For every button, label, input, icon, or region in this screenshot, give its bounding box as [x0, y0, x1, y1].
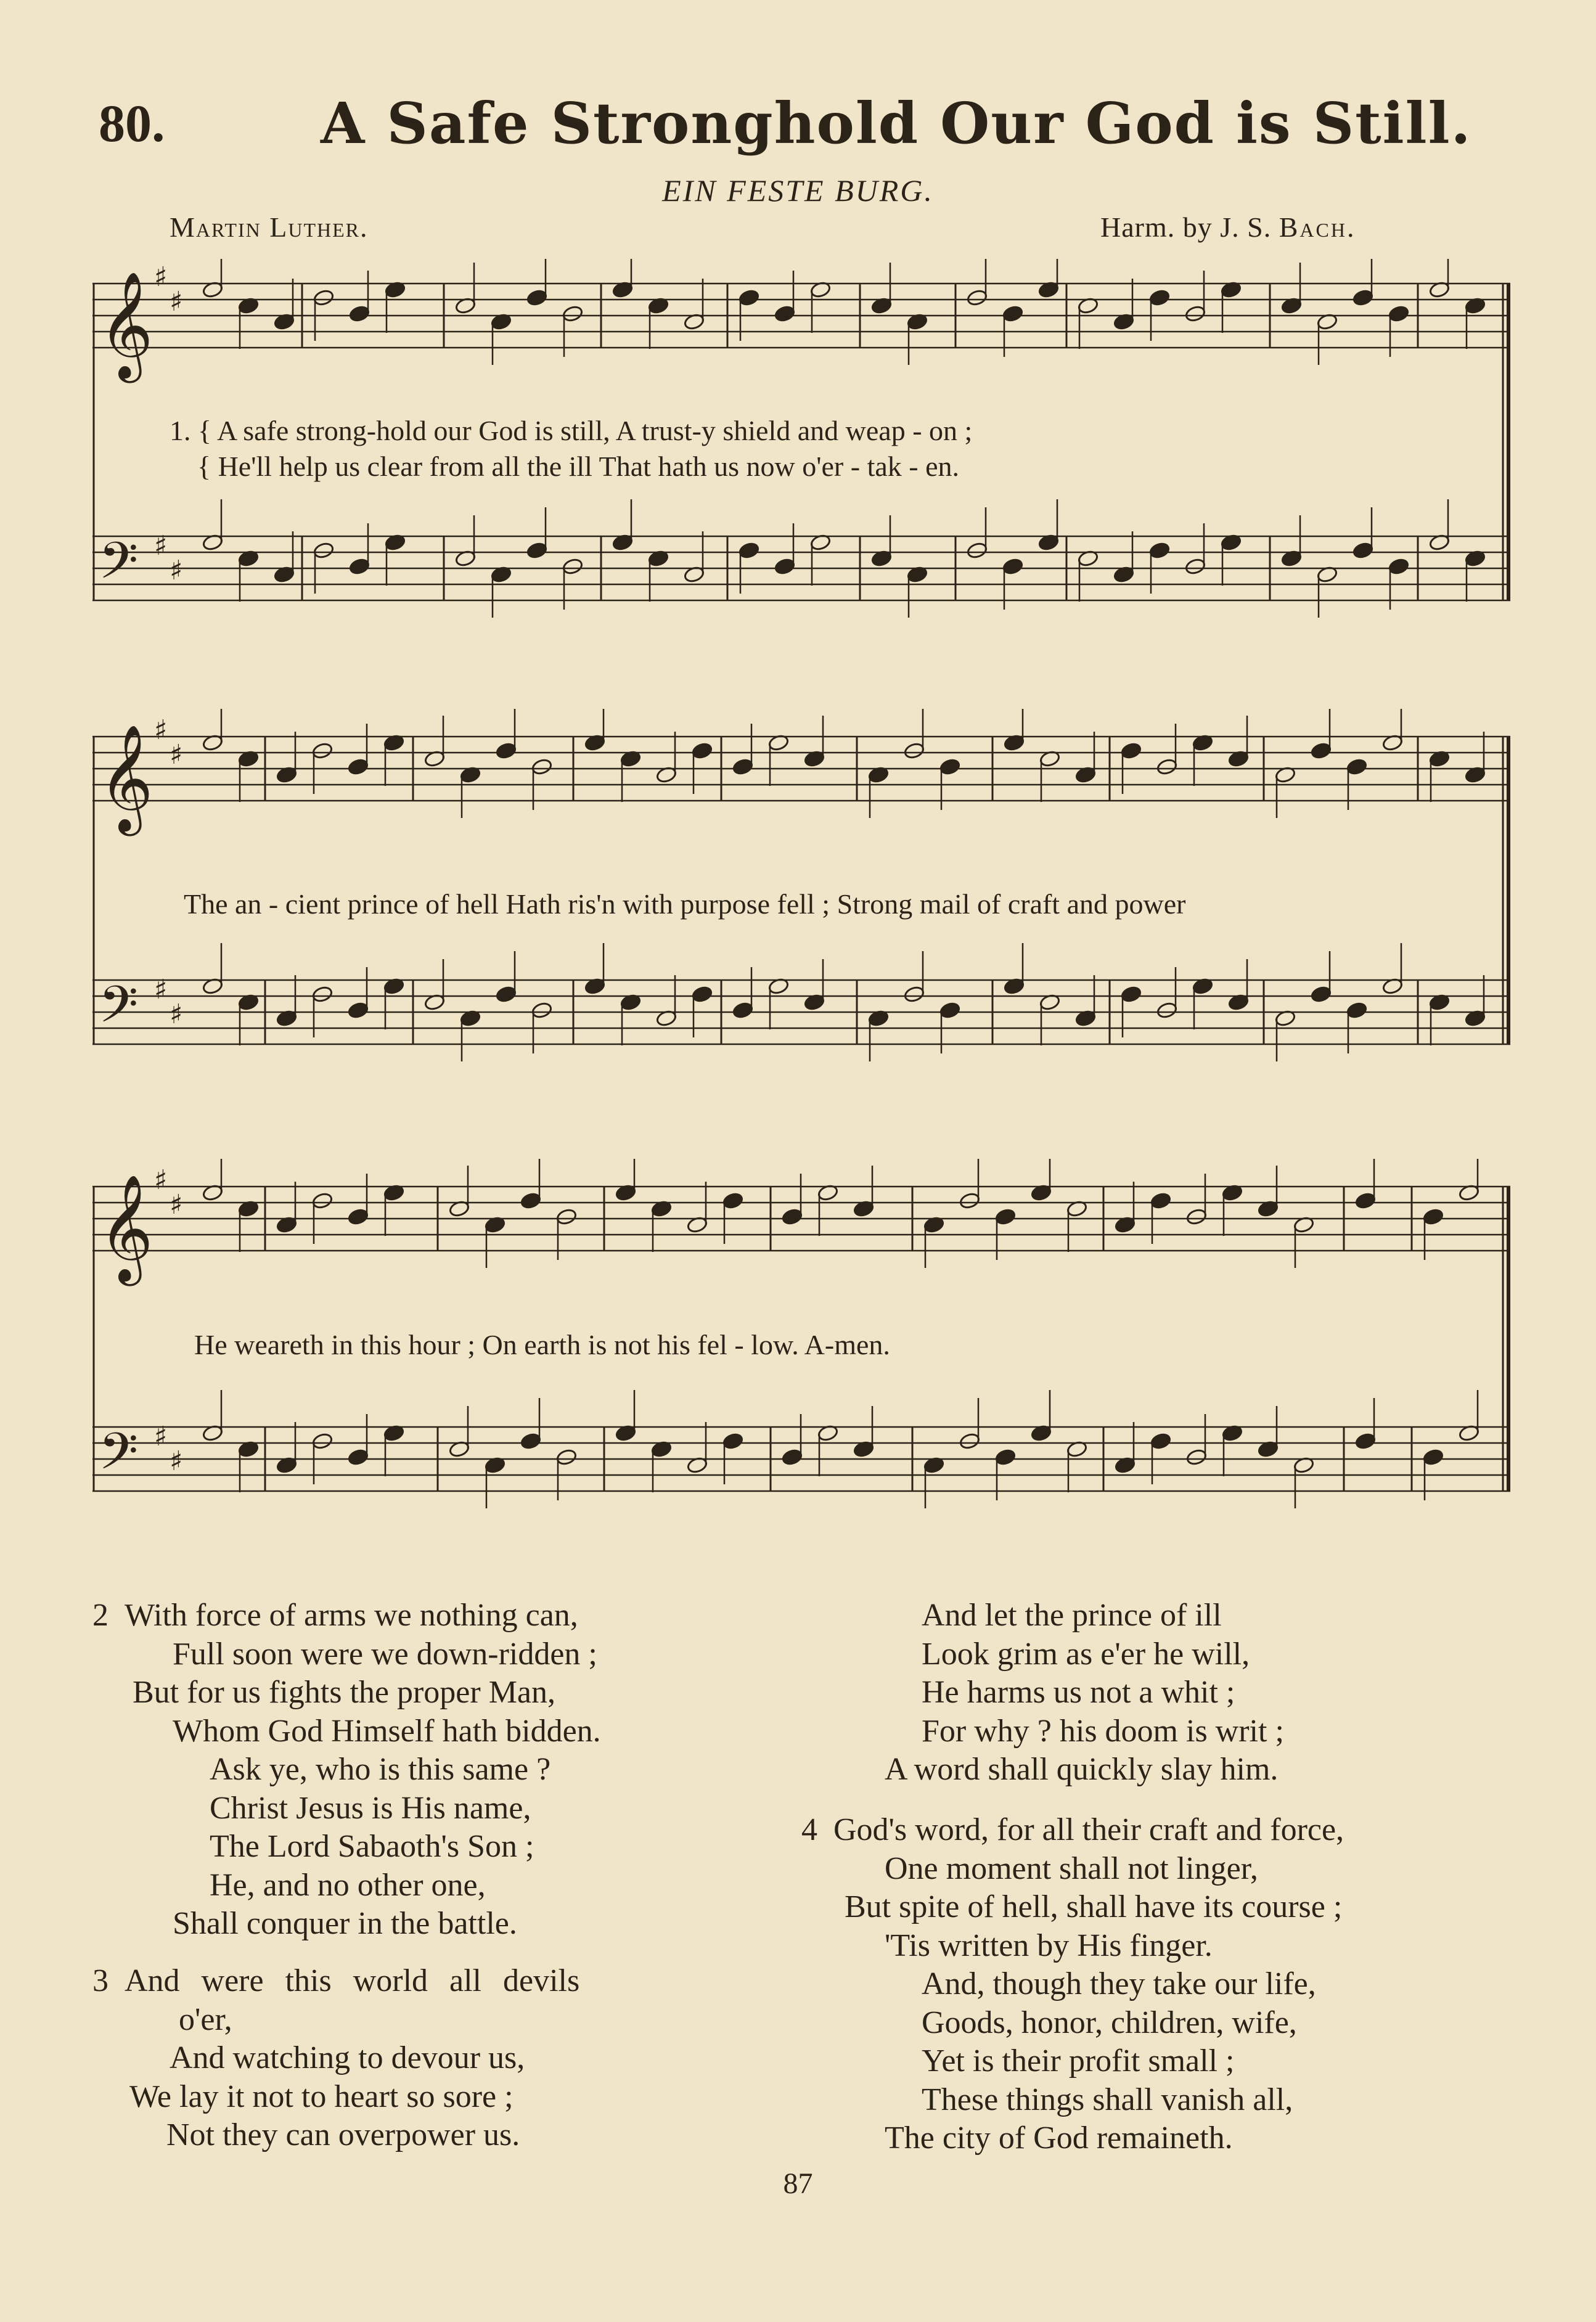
note-head [1346, 1001, 1367, 1019]
page-number: 87 [783, 2167, 813, 2200]
bass-clef: 𝄢 [99, 975, 139, 1047]
note-head [1148, 541, 1170, 559]
verse-line: Shall conquer in the battle. [173, 1906, 517, 1941]
note-head [691, 742, 713, 759]
verse-line: He harms us not a whit ; [922, 1675, 1235, 1710]
note-head [555, 1208, 577, 1225]
treble-clef: 𝄞 [99, 1174, 153, 1282]
verse-line: These things shall vanish all, [922, 2082, 1293, 2117]
note-head [994, 1208, 1016, 1225]
note-head [495, 742, 517, 759]
note-head [1354, 1192, 1376, 1209]
sharp-sign: ♯ [154, 261, 168, 293]
verse-3-first-half [92, 1962, 579, 2155]
verse-line: Yet is their profit small ; [922, 2043, 1235, 2079]
note-head [1185, 1208, 1207, 1225]
note-head [1185, 1448, 1207, 1466]
verse-line: A word shall quickly slay him. [885, 1752, 1279, 1787]
verse-line: One moment shall not linger, [885, 1850, 1258, 1886]
verse-line: Whom God Himself hath bidden. [173, 1713, 601, 1749]
verse-line: 'Tis written by His finger. [885, 1928, 1213, 1963]
note-head [347, 758, 369, 775]
note-head [1388, 557, 1409, 575]
music-system-1 [92, 259, 1510, 653]
sharp-sign: ♯ [170, 555, 183, 586]
note-head [781, 1208, 803, 1225]
note-head [781, 1448, 803, 1466]
verse-line: And watching to devour us, [170, 2040, 525, 2075]
note-head [562, 557, 583, 575]
note-head [722, 1432, 743, 1450]
note-head [1310, 742, 1332, 759]
note-head [311, 1432, 333, 1450]
note-head [1354, 1432, 1376, 1450]
verse-number: 4 [801, 1812, 817, 1847]
hymn-title: A Safe Stronghold Our God is Still. [321, 90, 1472, 157]
note-head [531, 1001, 552, 1019]
note-head [966, 541, 988, 559]
lyric-line: He weareth in this hour ; On earth is not his fel - low. A-men. [194, 1329, 890, 1360]
verse-line: Ask ye, who is this same ? [210, 1752, 551, 1787]
note-head [311, 985, 333, 1003]
author: Martin Luther. [170, 211, 369, 243]
sharp-sign: ♯ [170, 999, 183, 1030]
sharp-sign: ♯ [154, 974, 168, 1005]
note-head [311, 742, 333, 759]
note-head [1156, 1001, 1177, 1019]
note-head [1352, 288, 1373, 306]
note-head [348, 305, 370, 322]
verse-line: And, though they take our life, [922, 1966, 1316, 2001]
note-head [1120, 742, 1142, 759]
verse-line: He, and no other one, [210, 1867, 486, 1903]
treble-clef: 𝄞 [99, 271, 153, 378]
note-head [774, 305, 795, 322]
verse-number: 3 [92, 1963, 108, 1998]
note-head [939, 758, 960, 775]
verse-line: o'er, [179, 2001, 232, 2037]
note-head [1388, 305, 1409, 322]
verse-line: Goods, honor, children, wife, [922, 2005, 1297, 2040]
sharp-sign: ♯ [170, 286, 183, 317]
bass-clef: 𝄢 [99, 1421, 139, 1494]
treble-clef: 𝄞 [99, 724, 153, 832]
note-head [526, 541, 547, 559]
note-head [531, 758, 552, 775]
note-head [347, 1001, 369, 1019]
note-head [1156, 758, 1177, 775]
sharp-sign: ♯ [154, 714, 168, 746]
note-head [1148, 288, 1170, 306]
note-head [774, 557, 795, 575]
verse-line: The Lord Sabaoth's Son ; [210, 1829, 534, 1864]
note-head [939, 1001, 960, 1019]
music-system-3 [92, 1159, 1510, 1578]
verse-line: Christ Jesus is His name, [210, 1790, 531, 1826]
verse-line: Not they can overpower us. [166, 2117, 520, 2152]
staff-graphic [92, 1159, 1510, 1578]
note-head [520, 1432, 541, 1450]
note-head [738, 288, 759, 306]
sharp-sign: ♯ [170, 739, 183, 771]
lyric-line: 1. { A safe strong-hold our God is still, A trust-y shield and weap - on ; [170, 415, 973, 446]
note-head [313, 541, 334, 559]
sharp-sign: ♯ [170, 1445, 183, 1477]
lyric-line: The an - cient prince of hell Hath ris'n with purpose fell ; Strong mail of craft and power [184, 888, 1186, 920]
note-head [1150, 1192, 1171, 1209]
note-head [1422, 1208, 1444, 1225]
tune-name: EIN FESTE BURG. [662, 173, 934, 208]
note-head [1346, 758, 1367, 775]
note-head [732, 758, 753, 775]
note-head [1120, 985, 1142, 1003]
note-head [495, 985, 517, 1003]
verse-line: God's word, for all their craft and force, [833, 1812, 1344, 1847]
sharp-sign: ♯ [154, 1164, 168, 1196]
note-head [691, 985, 713, 1003]
note-head [313, 288, 334, 306]
verse-line: Full soon were we down-ridden ; [173, 1636, 597, 1672]
note-head [1352, 541, 1373, 559]
verse-line: For why ? his doom is writ ; [922, 1713, 1284, 1749]
harmonizer-prefix: Harm. by J. S. [1100, 211, 1279, 243]
sharp-sign: ♯ [154, 530, 168, 562]
note-head [732, 1001, 753, 1019]
note-head [1184, 305, 1206, 322]
note-head [1002, 305, 1023, 322]
lyric-line: { He'll help us clear from all the ill That hath us now o'er - tak - en. [197, 451, 960, 482]
note-head [1310, 985, 1332, 1003]
verse-line: We lay it not to heart so sore ; [129, 2079, 514, 2114]
verse-number: 2 [92, 1598, 108, 1633]
note-head [722, 1192, 743, 1209]
note-head [1002, 557, 1023, 575]
note-head [903, 742, 925, 759]
verse-4 [801, 1811, 1344, 2158]
harmonizer [1100, 211, 1356, 243]
note-head [1184, 557, 1206, 575]
note-head [903, 985, 925, 1003]
note-head [738, 541, 759, 559]
note-head [562, 305, 583, 322]
verse-3-second-half [801, 1596, 1284, 1789]
verse-line: And were this world all devils [125, 1963, 580, 1998]
note-head [1422, 1448, 1444, 1466]
verse-line: Look grim as e'er he will, [922, 1636, 1250, 1672]
sharp-sign: ♯ [154, 1421, 168, 1452]
note-head [994, 1448, 1016, 1466]
note-head [311, 1192, 333, 1209]
sharp-sign: ♯ [170, 1189, 183, 1220]
note-head [959, 1432, 980, 1450]
note-head [966, 288, 988, 306]
note-head [1150, 1432, 1171, 1450]
note-head [347, 1448, 369, 1466]
verse-line: The city of God remaineth. [885, 2120, 1233, 2156]
verse-line: With force of arms we nothing can, [125, 1598, 578, 1633]
note-head [348, 557, 370, 575]
verse-line: And let the prince of ill [922, 1598, 1222, 1633]
verse-line: But for us fights the proper Man, [133, 1675, 556, 1710]
music-system-2 [92, 709, 1510, 1103]
hymn-number: 80. [99, 94, 165, 153]
verse-2 [92, 1596, 601, 1944]
note-head [555, 1448, 577, 1466]
note-head [520, 1192, 541, 1209]
note-head [959, 1192, 980, 1209]
verse-line: But spite of hell, shall have its course ; [845, 1889, 1343, 1924]
harmonizer-name: Bach. [1279, 211, 1356, 243]
note-head [526, 288, 547, 306]
note-head [347, 1208, 369, 1225]
bass-clef: 𝄢 [99, 531, 139, 603]
